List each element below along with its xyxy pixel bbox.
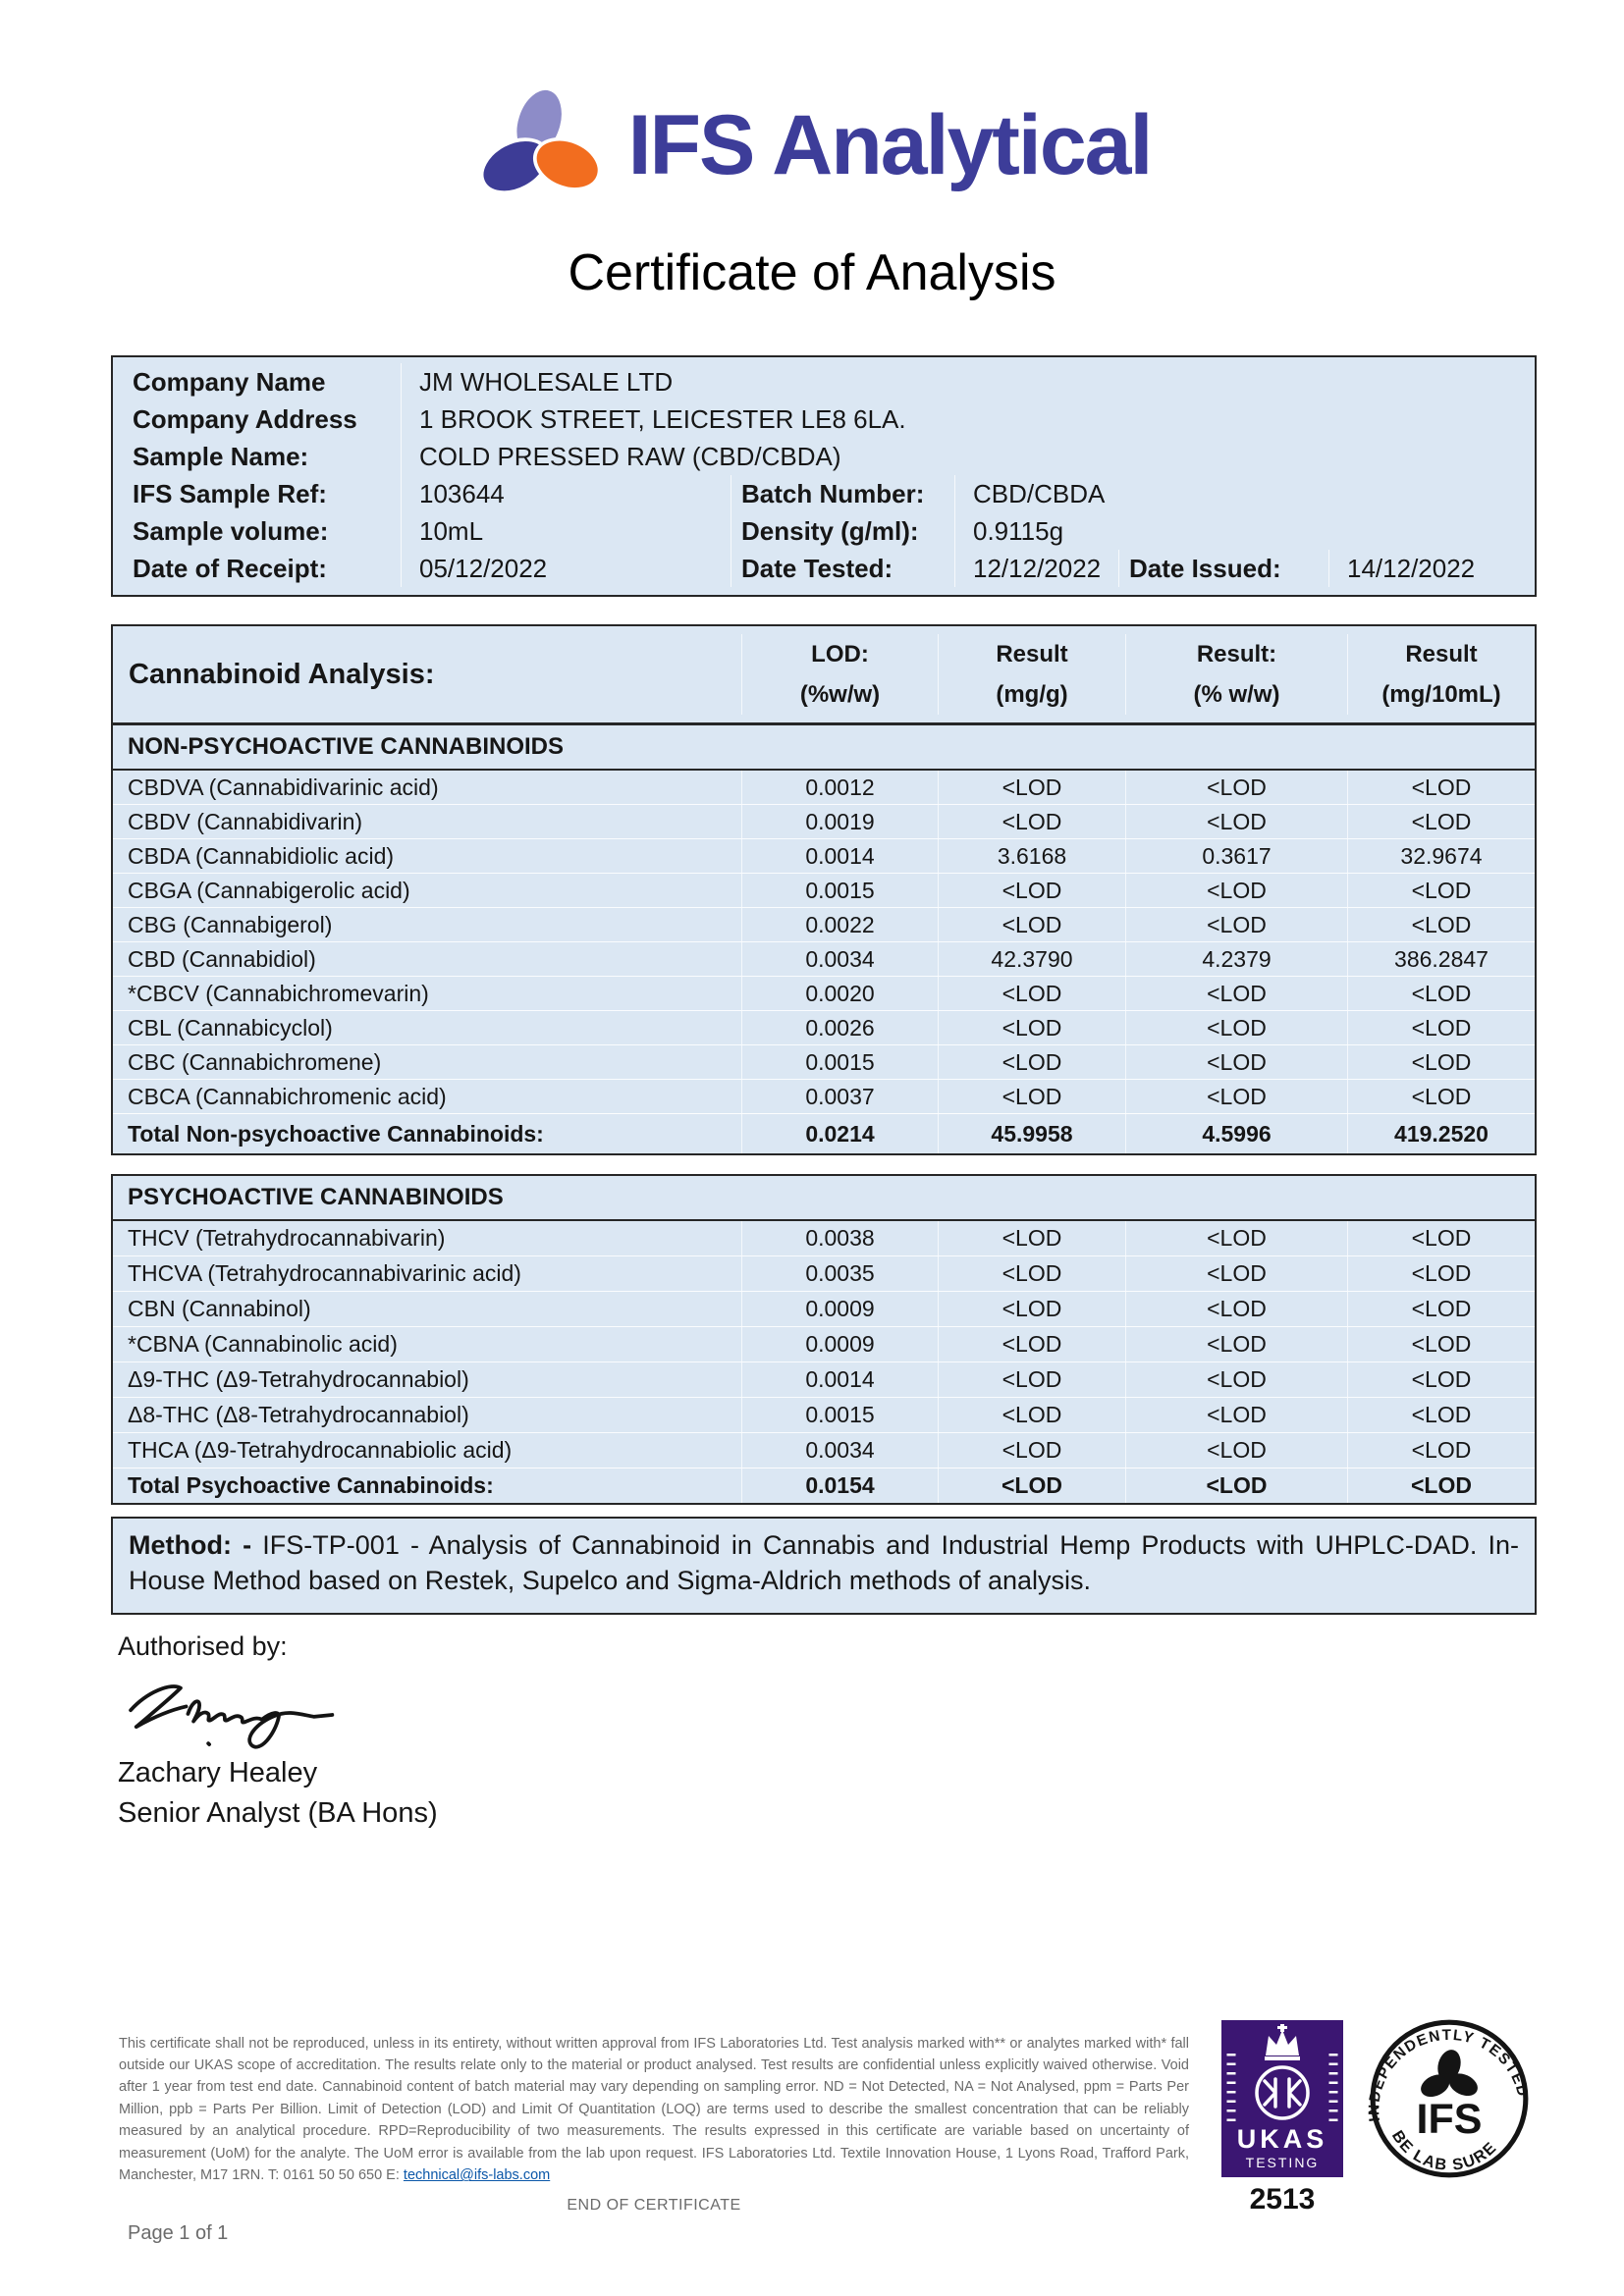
- date-receipt-value: 05/12/2022: [401, 550, 731, 587]
- lod-value: 0.0019: [741, 805, 938, 838]
- result-pct: <LOD: [1125, 1292, 1347, 1326]
- company-name-label: Company Name: [133, 366, 326, 397]
- table-row: [113, 1255, 1535, 1291]
- non-psychoactive-table: [111, 624, 1537, 1155]
- lod-value: 0.0014: [741, 839, 938, 873]
- compound-name: CBDA (Cannabidiolic acid): [128, 842, 395, 869]
- sample-name-label: Sample Name:: [133, 441, 309, 471]
- result-mgg: <LOD: [938, 1011, 1125, 1044]
- total-mg10: <LOD: [1347, 1468, 1535, 1503]
- analysis-title: Cannabinoid Analysis:: [129, 658, 435, 690]
- sample-volume-label: Sample volume:: [133, 515, 329, 546]
- non-psychoactive-rows: [113, 771, 1535, 1113]
- result-pct: <LOD: [1125, 977, 1347, 1010]
- col-header-mg10: [1347, 634, 1535, 715]
- signature-icon: [116, 1667, 338, 1761]
- table-row: [113, 873, 1535, 907]
- total-label: Total Non-psychoactive Cannabinoids:: [128, 1120, 544, 1147]
- stamp-top-text: INDEPENDENTLY TESTED: [1367, 2026, 1532, 2123]
- col-header-line: (%w/w): [799, 681, 881, 708]
- result-mgg: <LOD: [938, 1398, 1125, 1432]
- compound-name: Δ8-THC (Δ8-Tetrahydrocannabiol): [128, 1402, 469, 1427]
- total-lod: 0.0214: [741, 1114, 938, 1153]
- sample-volume-value: 10mL: [401, 512, 731, 550]
- section-header-non-psychoactive: NON-PSYCHOACTIVE CANNABINOIDS: [113, 725, 1535, 771]
- total-row-non-psychoactive: [113, 1113, 1535, 1153]
- lod-value: 0.0026: [741, 1011, 938, 1044]
- result-mgg: <LOD: [938, 977, 1125, 1010]
- date-tested-value: 12/12/2022: [954, 550, 1118, 587]
- info-row: [113, 363, 1535, 400]
- lod-value: 0.0034: [741, 942, 938, 976]
- result-mg10: 32.9674: [1347, 839, 1535, 873]
- col-header-line: Result:: [1196, 641, 1277, 667]
- stamp-bottom-text: BE LAB SURE: [1387, 2127, 1501, 2174]
- sample-info-table: [111, 355, 1537, 597]
- result-pct: <LOD: [1125, 874, 1347, 907]
- compound-name: CBD (Cannabidiol): [128, 945, 316, 972]
- company-address-value: 1 BROOK STREET, LEICESTER LE8 6LA.: [401, 400, 1535, 438]
- result-mg10: <LOD: [1347, 977, 1535, 1010]
- col-header-line: (mg/g): [996, 681, 1068, 708]
- result-mg10: <LOD: [1347, 908, 1535, 941]
- table-row: [113, 804, 1535, 838]
- compound-name: *CBNA (Cannabinolic acid): [128, 1331, 398, 1357]
- compound-name: CBCA (Cannabichromenic acid): [128, 1083, 447, 1109]
- lod-value: 0.0015: [741, 1398, 938, 1432]
- col-header-mgg: [938, 634, 1125, 715]
- result-mgg: <LOD: [938, 1221, 1125, 1255]
- table-row: [113, 838, 1535, 873]
- logo-wordmark: IFS Analytical: [627, 97, 1152, 192]
- result-pct: 0.3617: [1125, 839, 1347, 873]
- result-pct: <LOD: [1125, 1433, 1347, 1468]
- result-mgg: 42.3790: [938, 942, 1125, 976]
- section-header-psychoactive: PSYCHOACTIVE CANNABINOIDS: [113, 1176, 1535, 1221]
- sample-ref-value: 103644: [401, 475, 731, 512]
- result-pct: <LOD: [1125, 908, 1347, 941]
- result-mg10: <LOD: [1347, 1011, 1535, 1044]
- result-pct: <LOD: [1125, 1011, 1347, 1044]
- density-value: 0.9115g: [954, 512, 1535, 550]
- result-mg10: <LOD: [1347, 1256, 1535, 1291]
- date-issued-label: Date Issued:: [1118, 550, 1328, 587]
- result-pct: <LOD: [1125, 1045, 1347, 1079]
- table-row: [113, 1010, 1535, 1044]
- result-pct: <LOD: [1125, 805, 1347, 838]
- result-mg10: <LOD: [1347, 805, 1535, 838]
- compound-name: CBG (Cannabigerol): [128, 911, 333, 937]
- table-row: [113, 1044, 1535, 1079]
- total-mgg: 45.9958: [938, 1114, 1125, 1153]
- compound-name: CBC (Cannabichromene): [128, 1048, 382, 1075]
- result-pct: <LOD: [1125, 771, 1347, 804]
- result-mg10: <LOD: [1347, 1045, 1535, 1079]
- result-mg10: <LOD: [1347, 1221, 1535, 1255]
- sample-name-value: COLD PRESSED RAW (CBD/CBDA): [401, 438, 1535, 475]
- lod-value: 0.0037: [741, 1080, 938, 1113]
- disclaimer-body: This certificate shall not be reproduced, unless in its entirety, without written approval from IFS Laboratories Ltd. Test analysis marked with** or analytes marked with* fall outside our UKAS scope of accreditation. The results relate only to the material or product analysed. Test results are confidential unless explicitly waived otherwise. Void after 1 year from test end date. Cannabinoid content of batch material may vary depending on sampling error. ND = Not Detected, NA = Not Analysed, ppm = Parts Per Million, ppb = Parts Per Billion. Limit of Detection (LOD) and Limit Of Quantitation (LOQ) are terms used to describe the smallest concentration that can be reliably measured by an analytical procedure. RPD=Reproducibility of two measurements. The results expressed in this certificate are variable based on uncertainty of measurement (UoM) for the analyte. The UoM error is available from the lab upon request. IFS Laboratories Ltd. Textile Innovation House, 1 Lyons Road, Trafford Park, Manchester, M17 1RN. T: 0161 50 50 650 E:: [119, 2035, 1189, 2184]
- result-mg10: <LOD: [1347, 1080, 1535, 1113]
- batch-number-label: Batch Number:: [731, 475, 954, 512]
- total-pct: 4.5996: [1125, 1114, 1347, 1153]
- result-mgg: <LOD: [938, 1362, 1125, 1397]
- compound-name: CBL (Cannabicyclol): [128, 1014, 333, 1041]
- result-mg10: <LOD: [1347, 874, 1535, 907]
- total-label: Total Psychoactive Cannabinoids:: [128, 1472, 494, 1498]
- header-logo: [0, 84, 1624, 206]
- table-row: [113, 1221, 1535, 1255]
- result-pct: <LOD: [1125, 1327, 1347, 1362]
- lod-value: 0.0014: [741, 1362, 938, 1397]
- email-link[interactable]: technical@ifs-labs.com: [403, 2167, 551, 2184]
- analyst-role: Senior Analyst (BA Hons): [118, 1797, 438, 1829]
- disclaimer-text: [119, 2033, 1189, 2187]
- ukas-accreditation-logo: [1221, 2020, 1343, 2182]
- method-text: IFS-TP-001 - Analysis of Cannabinoid in Cannabis and Industrial Hemp Products with UHPLC-DAD. In-House Method based on Restek, Supelco and Sigma-Aldrich methods of analysis.: [129, 1530, 1519, 1595]
- date-receipt-label: Date of Receipt:: [133, 553, 327, 583]
- analysis-table-header: [113, 626, 1535, 725]
- result-mgg: <LOD: [938, 805, 1125, 838]
- method-label: Method: -: [129, 1530, 252, 1560]
- col-header-lod: [741, 634, 938, 715]
- analyst-name: Zachary Healey: [118, 1757, 318, 1789]
- info-row: [113, 550, 1535, 587]
- table-row: [113, 1397, 1535, 1432]
- total-mg10: 419.2520: [1347, 1114, 1535, 1153]
- result-mgg: <LOD: [938, 771, 1125, 804]
- result-mg10: <LOD: [1347, 771, 1535, 804]
- total-pct: <LOD: [1125, 1468, 1347, 1503]
- result-mg10: <LOD: [1347, 1398, 1535, 1432]
- company-name-value: JM WHOLESALE LTD: [401, 363, 1535, 400]
- result-mg10: <LOD: [1347, 1292, 1535, 1326]
- table-row: [113, 907, 1535, 941]
- company-address-label: Company Address: [133, 403, 357, 434]
- document-title: Certificate of Analysis: [568, 244, 1056, 301]
- result-mg10: 386.2847: [1347, 942, 1535, 976]
- result-mgg: <LOD: [938, 1256, 1125, 1291]
- table-row: [113, 1432, 1535, 1468]
- table-row: [113, 771, 1535, 804]
- col-header-line: LOD:: [811, 641, 869, 667]
- lod-value: 0.0009: [741, 1327, 938, 1362]
- result-pct: <LOD: [1125, 1362, 1347, 1397]
- end-of-certificate-label: END OF CERTIFICATE: [567, 2197, 741, 2214]
- batch-number-value: CBD/CBDA: [954, 475, 1535, 512]
- compound-name: *CBCV (Cannabichromevarin): [128, 980, 429, 1006]
- total-lod: 0.0154: [741, 1468, 938, 1503]
- sample-ref-label: IFS Sample Ref:: [133, 478, 327, 508]
- result-pct: <LOD: [1125, 1221, 1347, 1255]
- lod-value: 0.0009: [741, 1292, 938, 1326]
- info-row: [113, 438, 1535, 475]
- compound-name: Δ9-THC (Δ9-Tetrahydrocannabiol): [128, 1366, 469, 1392]
- stamp-ifs-wordmark: IFS: [1416, 2095, 1483, 2143]
- result-mg10: <LOD: [1347, 1327, 1535, 1362]
- result-pct: <LOD: [1125, 1080, 1347, 1113]
- col-header-line: (mg/10mL): [1381, 681, 1501, 708]
- total-row-psychoactive: [113, 1468, 1535, 1503]
- lod-value: 0.0015: [741, 874, 938, 907]
- ukas-wordmark: UKAS: [1236, 2124, 1328, 2154]
- lod-value: 0.0015: [741, 1045, 938, 1079]
- total-mgg: <LOD: [938, 1468, 1125, 1503]
- result-mgg: <LOD: [938, 908, 1125, 941]
- compound-name: THCV (Tetrahydrocannabivarin): [128, 1225, 446, 1251]
- ukas-accreditation-number: 2513: [1249, 2183, 1316, 2216]
- compound-name: THCA (Δ9-Tetrahydrocannabiolic acid): [128, 1437, 513, 1463]
- lod-value: 0.0038: [741, 1221, 938, 1255]
- ifs-stamp-icon: [1367, 2016, 1532, 2181]
- compound-name: CBN (Cannabinol): [128, 1296, 311, 1321]
- table-row: [113, 1291, 1535, 1326]
- table-row: [113, 1079, 1535, 1113]
- date-issued-value: 14/12/2022: [1328, 550, 1535, 587]
- table-row: [113, 1326, 1535, 1362]
- ukas-logo-icon: [1221, 2020, 1343, 2177]
- col-header-line: Result: [1405, 641, 1478, 667]
- table-row: [113, 941, 1535, 976]
- psychoactive-table: [111, 1174, 1537, 1505]
- ifs-tested-stamp: [1367, 2016, 1532, 2186]
- ukas-testing-label: TESTING: [1245, 2155, 1320, 2170]
- col-header-line: Result: [996, 641, 1068, 667]
- ifs-trefoil-logo-icon: [473, 84, 609, 206]
- table-row: [113, 976, 1535, 1010]
- date-tested-label: Date Tested:: [731, 550, 954, 587]
- compound-name: THCVA (Tetrahydrocannabivarinic acid): [128, 1260, 521, 1286]
- result-mgg: <LOD: [938, 1080, 1125, 1113]
- lod-value: 0.0035: [741, 1256, 938, 1291]
- table-row: [113, 1362, 1535, 1397]
- result-pct: 4.2379: [1125, 942, 1347, 976]
- compound-name: CBDV (Cannabidivarin): [128, 808, 363, 834]
- result-mg10: <LOD: [1347, 1433, 1535, 1468]
- result-mgg: <LOD: [938, 874, 1125, 907]
- result-mgg: <LOD: [938, 1292, 1125, 1326]
- col-header-pct: [1125, 634, 1347, 715]
- result-mgg: 3.6168: [938, 839, 1125, 873]
- result-mgg: <LOD: [938, 1045, 1125, 1079]
- psychoactive-rows: [113, 1221, 1535, 1468]
- col-header-line: (% w/w): [1193, 681, 1280, 708]
- result-mg10: <LOD: [1347, 1362, 1535, 1397]
- result-pct: <LOD: [1125, 1256, 1347, 1291]
- result-pct: <LOD: [1125, 1398, 1347, 1432]
- lod-value: 0.0022: [741, 908, 938, 941]
- compound-name: CBDVA (Cannabidivarinic acid): [128, 774, 439, 800]
- info-row: [113, 512, 1535, 550]
- method-box: [111, 1517, 1537, 1615]
- compound-name: CBGA (Cannabigerolic acid): [128, 877, 410, 903]
- authorised-by-label: Authorised by:: [118, 1631, 288, 1661]
- lod-value: 0.0034: [741, 1433, 938, 1468]
- info-row: [113, 475, 1535, 512]
- lod-value: 0.0020: [741, 977, 938, 1010]
- lod-value: 0.0012: [741, 771, 938, 804]
- result-mgg: <LOD: [938, 1327, 1125, 1362]
- density-label: Density (g/ml):: [731, 512, 954, 550]
- result-mgg: <LOD: [938, 1433, 1125, 1468]
- info-row: [113, 400, 1535, 438]
- page-number: Page 1 of 1: [128, 2222, 229, 2244]
